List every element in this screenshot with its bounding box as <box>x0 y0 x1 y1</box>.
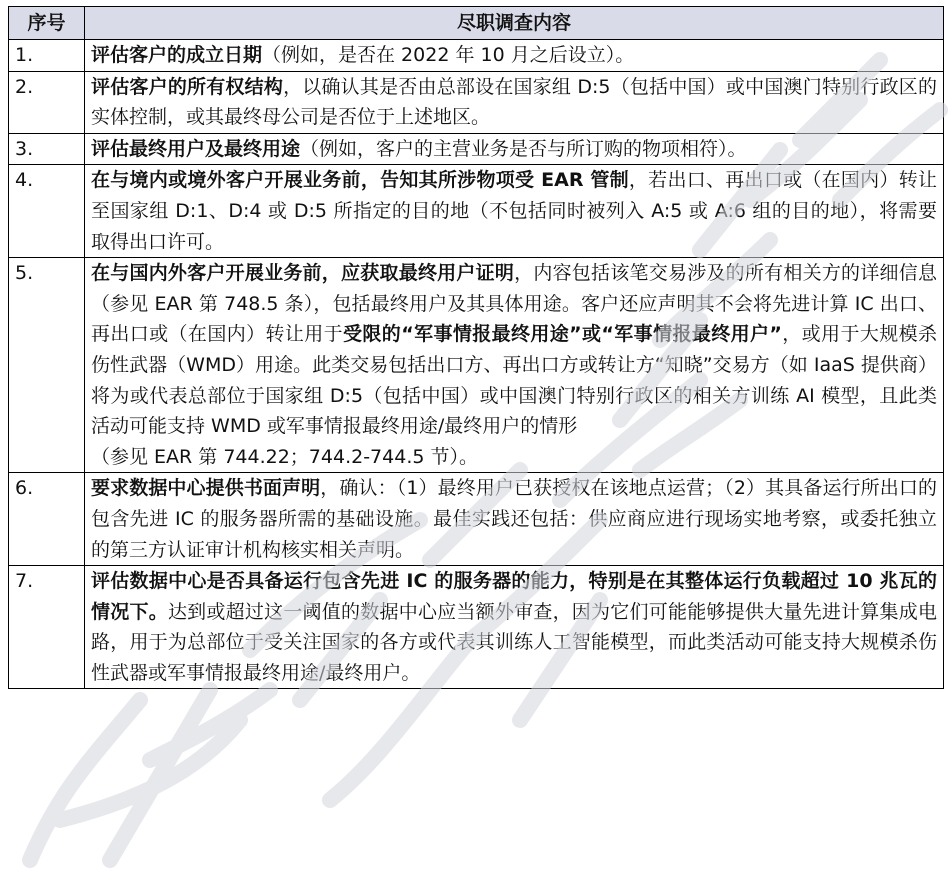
row-text: ，以确认其是否由总部设在国家组 D:5（包括中国）或中国澳门特别行政区的实体控制，或其最终母公司是否位于上述地区。 <box>91 75 937 129</box>
row-content <box>85 165 944 258</box>
row-text: ，确认：（1）最终用户已获授权在该地点运营；（2）其具备运行所出口的包含先进 IC 的服务器所需的基础设施。最佳实践还包括：供应商应进行现场实地考察，或委托独立的第三方认证审计机构核实相关声明。 <box>91 477 937 561</box>
row-bold-text: 评估最终用户及最终用途 <box>91 137 301 160</box>
row-content <box>85 566 944 689</box>
header-seq: 序号 <box>9 7 85 40</box>
table-header-row <box>9 7 944 40</box>
row-content <box>85 258 944 473</box>
row-number: 6. <box>9 473 85 566</box>
row-number: 2. <box>9 71 85 133</box>
row-number: 5. <box>9 258 85 473</box>
table-row <box>9 133 944 165</box>
table-row <box>9 71 944 133</box>
header-content: 尽职调查内容 <box>85 7 944 40</box>
row-text: 达到或超过这一阈值的数据中心应当额外审查，因为它们可能能够提供大量先进计算集成电路，用于为总部位于受关注国家的各方或代表其训练人工智能模型，而此类活动可能支持大规模杀伤性武器或军事情报最终用途/最终用户。 <box>91 600 937 684</box>
row-text: ，或用于大规模杀伤性武器（WMD）用途。此类交易包括出口方、再出口方或转让方“知晓”交易方（如 IaaS 提供商）将为或代表总部位于国家组 D:5（包括中国）或中国澳门特别行政区的相关方训练 AI 模型，且此类活动可能支持 WMD 或军事情报最终用途/最终用户的情形 <box>91 323 937 438</box>
row-text-reference: （参见 EAR 第 744.22；744.2-744.5 节）。 <box>91 445 478 468</box>
row-bold-text: 在与国内外客户开展业务前，应获取最终用户证明 <box>91 262 515 285</box>
row-text: ，内容包括该笔交易涉及的所有相关方的详细信息（参见 EAR 第 748.5 条），包括最终用户及其具体用途。客户还应声明其不会将先进计算 IC 出口、再出口或（在国内）转让用于 <box>91 262 937 346</box>
table-row <box>9 258 944 473</box>
row-text: ，若出口、再出口或（在国内）转让至国家组 D:1、D:4 或 D:5 所指定的目的地（不包括同时被列入 A:5 或 A:6 组的目的地），将需要取得出口许可。 <box>91 169 937 253</box>
row-bold-text: 评估数据中心是否具备运行包含先进 IC 的服务器的能力，特别是在其整体运行负载超过 10 兆瓦的情况下。 <box>91 570 937 623</box>
table-row <box>9 473 944 566</box>
due-diligence-table <box>8 6 944 689</box>
row-bold-text: 评估客户的成立日期 <box>91 44 263 66</box>
row-number: 3. <box>9 133 85 165</box>
table-row <box>9 566 944 689</box>
row-bold-text: 在与境内或境外客户开展业务前，告知其所涉物项受 EAR 管制 <box>91 169 629 192</box>
row-bold-text-restricted: 受限的“军事情报最终用途”或“军事情报最终用户” <box>343 323 782 346</box>
row-text: （例如，是否在 2022 年 10 月之后设立）。 <box>262 44 635 66</box>
row-content <box>85 473 944 566</box>
row-content <box>85 133 944 165</box>
table-row <box>9 40 944 72</box>
row-content <box>85 40 944 72</box>
row-content <box>85 71 944 133</box>
row-text: （例如，客户的主营业务是否与所订购的物项相符）。 <box>300 137 747 160</box>
table-row <box>9 165 944 258</box>
row-number: 7. <box>9 566 85 689</box>
row-number: 4. <box>9 165 85 258</box>
row-bold-text: 评估客户的所有权结构 <box>91 75 284 98</box>
row-bold-text: 要求数据中心提供书面声明 <box>91 477 321 500</box>
row-number: 1. <box>9 40 85 72</box>
